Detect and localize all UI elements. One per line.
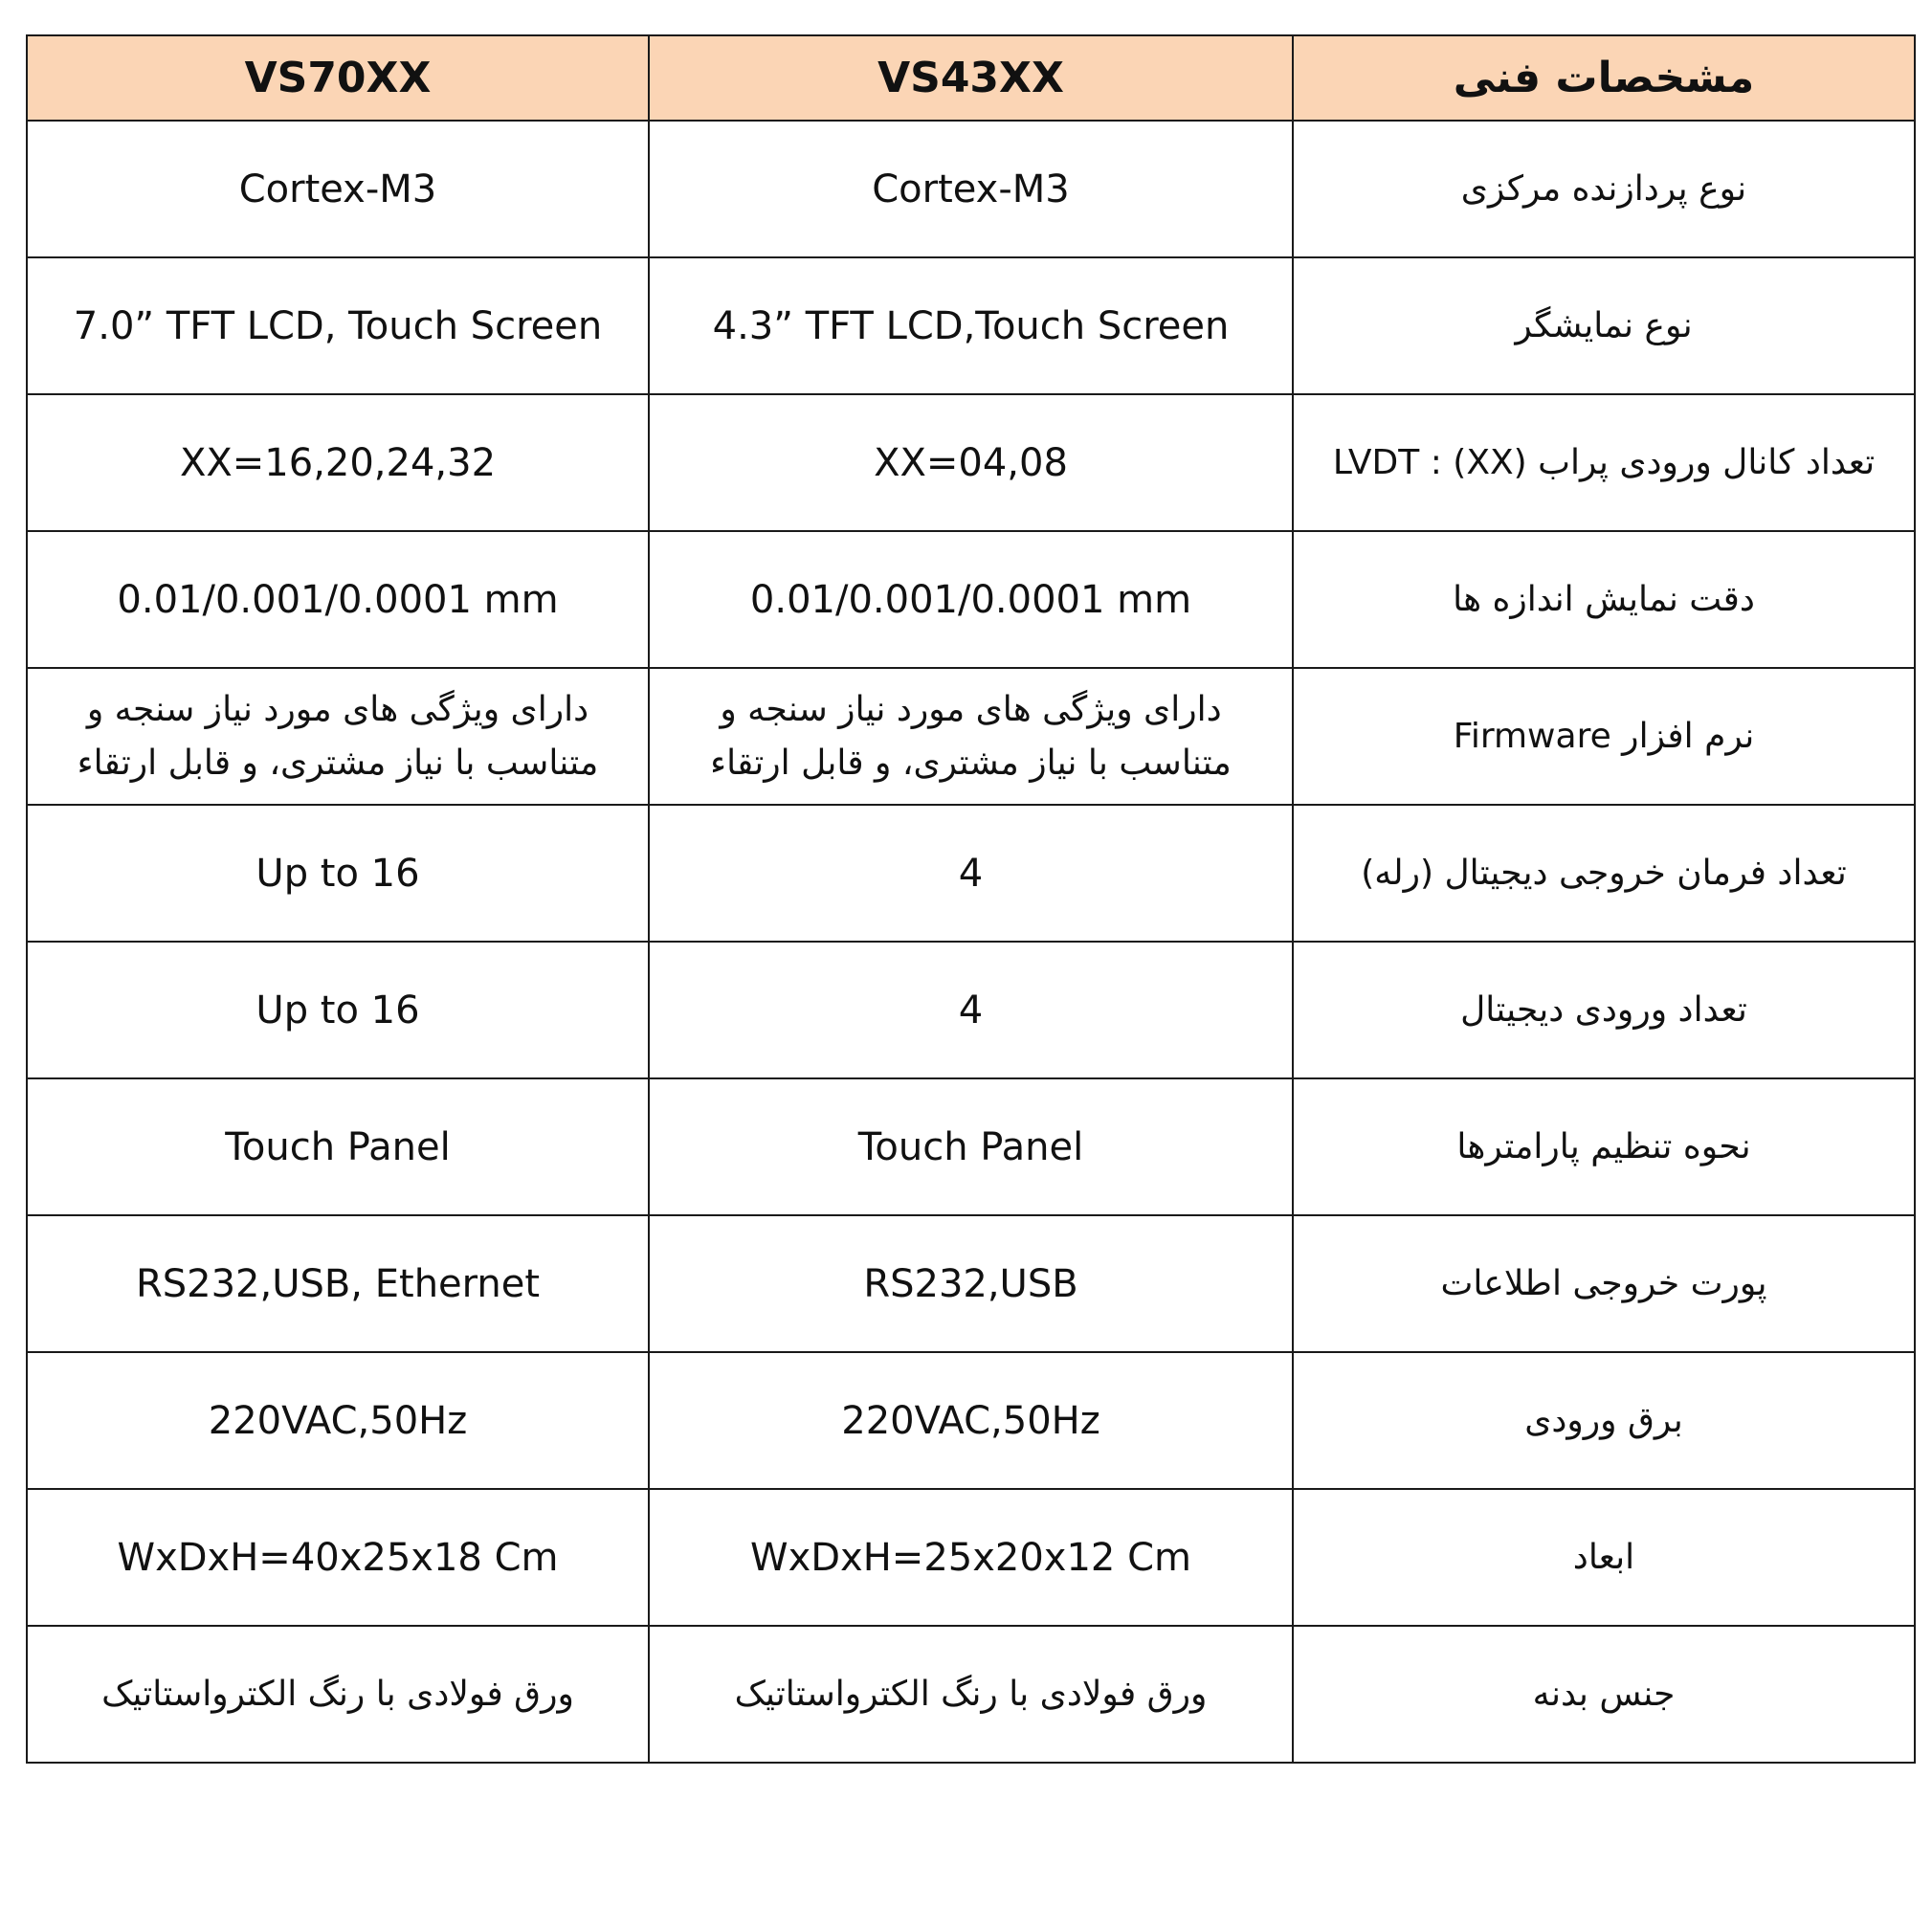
table-body (27, 121, 1915, 1763)
table-row (27, 257, 1915, 394)
cell-vs43: 4.3” TFT LCD,Touch Screen (649, 257, 1293, 394)
table-row (27, 121, 1915, 257)
table-row (27, 1626, 1915, 1763)
header-vs70: VS70XX (27, 35, 649, 121)
header-row (27, 35, 1915, 121)
cell-vs43: Cortex-M3 (649, 121, 1293, 257)
table-row (27, 1215, 1915, 1352)
cell-vs43: 0.01/0.001/0.0001 mm (649, 531, 1293, 668)
cell-vs70: Up to 16 (27, 942, 649, 1078)
spec-table (26, 34, 1916, 1764)
cell-spec: دقت نمایش اندازه ها (1293, 531, 1915, 668)
table-row (27, 1078, 1915, 1215)
table-row (27, 668, 1915, 805)
table-row (27, 1352, 1915, 1489)
cell-spec: نوع پردازنده مرکزی (1293, 121, 1915, 257)
cell-spec: ابعاد (1293, 1489, 1915, 1626)
cell-vs43: ورق فولادی با رنگ الکترواستاتیک (649, 1626, 1293, 1763)
table-row (27, 394, 1915, 531)
header-vs43: VS43XX (649, 35, 1293, 121)
cell-spec: برق ورودی (1293, 1352, 1915, 1489)
cell-spec: تعداد فرمان خروجی دیجیتال (رله) (1293, 805, 1915, 942)
cell-vs70: WxDxH=40x25x18 Cm (27, 1489, 649, 1626)
cell-vs70: دارای ویژگی های مورد نیاز سنجه و متناسب با نیاز مشتری، و قابل ارتقاء (27, 668, 649, 805)
cell-spec: پورت خروجی اطلاعات (1293, 1215, 1915, 1352)
cell-spec: تعداد ورودی دیجیتال (1293, 942, 1915, 1078)
cell-vs70: 0.01/0.001/0.0001 mm (27, 531, 649, 668)
cell-vs70: XX=16,20,24,32 (27, 394, 649, 531)
cell-vs43: XX=04,08 (649, 394, 1293, 531)
cell-vs70: Touch Panel (27, 1078, 649, 1215)
table-row (27, 805, 1915, 942)
cell-vs70: ورق فولادی با رنگ الکترواستاتیک (27, 1626, 649, 1763)
cell-vs70: 7.0” TFT LCD, Touch Screen (27, 257, 649, 394)
cell-vs43: دارای ویژگی های مورد نیاز سنجه و متناسب با نیاز مشتری، و قابل ارتقاء (649, 668, 1293, 805)
cell-spec: نرم افزار Firmware (1293, 668, 1915, 805)
header-spec: مشخصات فنی (1293, 35, 1915, 121)
cell-spec: تعداد کانال ورودی پراب LVDT : (XX) (1293, 394, 1915, 531)
cell-vs43: WxDxH=25x20x12 Cm (649, 1489, 1293, 1626)
table-row (27, 942, 1915, 1078)
cell-vs43: RS232,USB (649, 1215, 1293, 1352)
table-row (27, 531, 1915, 668)
cell-vs70: RS232,USB, Ethernet (27, 1215, 649, 1352)
cell-vs43: Touch Panel (649, 1078, 1293, 1215)
cell-spec: جنس بدنه (1293, 1626, 1915, 1763)
cell-spec: نحوه تنظیم پارامترها (1293, 1078, 1915, 1215)
cell-vs70: Cortex-M3 (27, 121, 649, 257)
table-header (27, 35, 1915, 121)
table-row (27, 1489, 1915, 1626)
cell-vs43: 4 (649, 942, 1293, 1078)
cell-vs43: 4 (649, 805, 1293, 942)
cell-vs43: 220VAC,50Hz (649, 1352, 1293, 1489)
cell-vs70: Up to 16 (27, 805, 649, 942)
cell-vs70: 220VAC,50Hz (27, 1352, 649, 1489)
cell-spec: نوع نمایشگر (1293, 257, 1915, 394)
